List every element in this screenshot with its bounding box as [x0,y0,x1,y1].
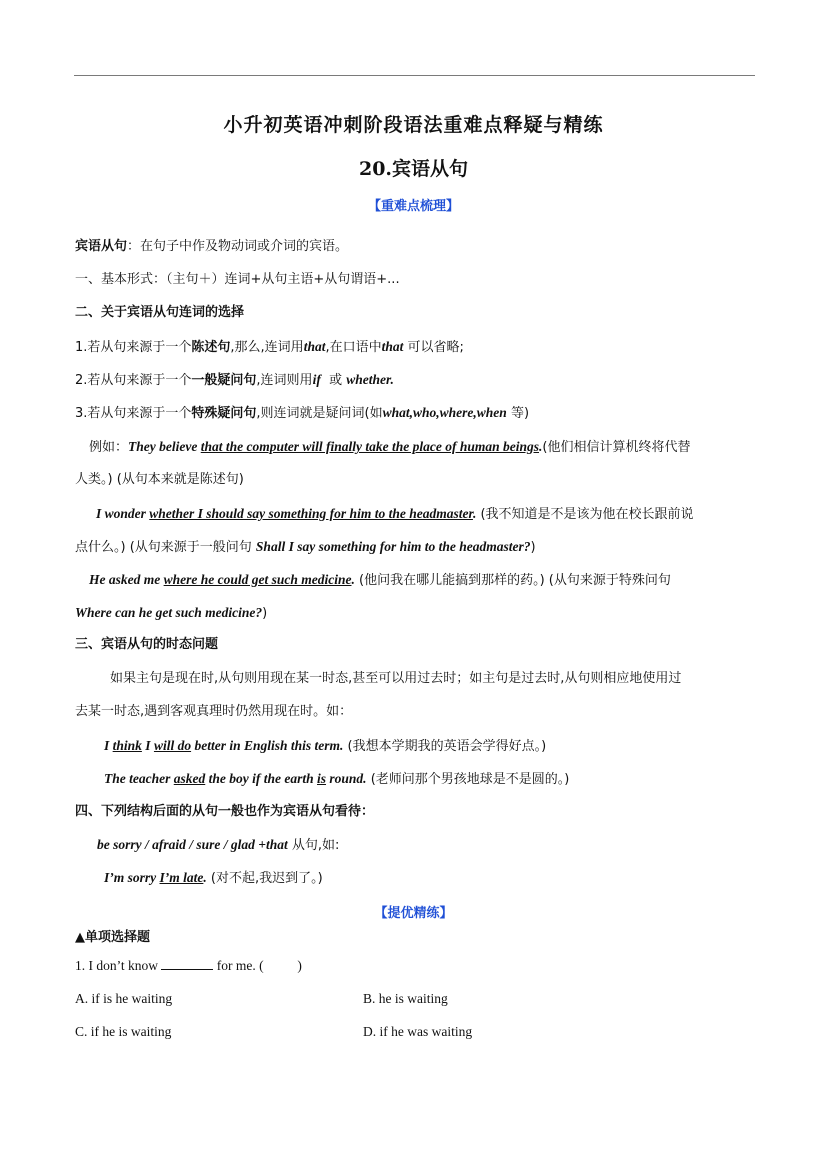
question-1 [75,958,765,974]
question1-stem: 1. I don’t know [75,958,158,973]
header-rule [74,75,755,76]
example-2 [96,506,786,523]
rule1-that2: that [381,339,404,354]
definition-term: 宾语从句 [75,239,128,254]
example3-period: . [351,572,355,587]
example2-note: 点什么。) (从句来源于一般问句 [75,540,252,555]
tense2-is: is [317,771,327,786]
tense2-mid: the boy if the earth [205,771,317,786]
question1-rest: for me. ( [216,958,264,973]
option-c[interactable]: C. if he is waiting [75,1024,172,1039]
example2-source: Shall I say something for him to the headmaster? [255,539,531,554]
rule2-keyword: 一般疑问句 [191,373,257,388]
basic-form-line: 一、基本形式：（主句＋）连词+从句主语+从句谓语+... [75,272,400,287]
example-1-cont: 人类。) (从句本来就是陈述句) [75,472,244,487]
definition-line [75,239,765,255]
tense1-i: I [104,738,113,753]
definition-text: ：在句子中作及物动词或介词的宾语。 [127,239,349,254]
example-3-cont [75,605,765,622]
tense1-i2: I [141,738,154,753]
option-a[interactable]: A. if is he waiting [75,991,173,1006]
document-subtitle: 20.宾语从句 [358,158,469,180]
conjunction-rule-1 [75,339,765,356]
rule1-text: 1.若从句来源于一个 [75,340,192,355]
rule1-keyword: 陈述句 [191,340,231,355]
example1-translation: (他们相信计算机终将代替 [542,440,691,455]
section-practice-label: 【提优精练】 [374,906,453,921]
structure-pattern [97,837,787,854]
rule3-text3: 等) [510,406,530,421]
conjunction-rule-2 [75,372,765,389]
rule2-text2: ,连词则用 [256,373,313,388]
tense2-round: round. [326,771,367,786]
structure-note: 从句,如: [291,838,340,853]
example-3 [89,572,779,589]
example1-period: . [539,439,543,454]
example3-clause: where he could get such medicine [163,572,352,587]
tense1-think: think [112,738,142,753]
option-b[interactable]: B. he is waiting [363,991,448,1006]
conjunction-heading: 二、关于宾语从句连词的选择 [75,305,245,320]
rule2-whether: whether. [346,372,394,387]
tense1-translation: (我想本学期我的英语会学得好点。) [347,739,547,754]
structures-heading: 四、下列结构后面的从句一般也作为宾语从句看待： [75,804,375,819]
tense-paragraph-2: 去某一时态,遇到客观真理时仍然用现在时。如： [75,704,353,719]
rule2-if: if [312,372,321,387]
tense-example-2 [104,771,794,788]
structure-period: . [203,870,207,885]
rule3-text2: ,则连词就是疑问词(如 [256,406,383,421]
question1-blank[interactable] [161,958,213,970]
option-d[interactable]: D. if he was waiting [363,1024,473,1039]
question1-end: ) [297,958,302,973]
example1-prefix: 例如： [89,440,129,455]
example2-end: ) [530,540,536,555]
example1-main: They believe [128,439,201,454]
section-review-label: 【重难点梳理】 [367,199,459,214]
tense2-translation: (老师问那个男孩地球是不是圆的。) [370,772,570,787]
conjunction-rule-3 [75,405,765,422]
practice-heading: ▲单项选择题 [75,930,150,945]
example3-main: He asked me [89,572,164,587]
example-1 [89,439,779,456]
example3-source: Where can he get such medicine? [75,605,263,620]
rule1-text3: ,在口语中 [325,340,382,355]
rule3-words: what,who,where,when [382,405,507,420]
example1-clause: that the computer will finally take the place of human beings [200,439,539,454]
example2-translation: (我不知道是不是该为他在校长跟前说 [480,507,694,522]
structure-late: I’m late [159,870,204,885]
example2-main: I wonder [96,506,150,521]
document-title: 小升初英语冲刺阶段语法重难点释疑与精练 [223,114,604,136]
structure-sorry: I’m sorry [104,870,160,885]
tense-heading: 三、宾语从句的时态问题 [75,637,219,652]
tense-example-1 [104,738,794,755]
example3-translation: (他问我在哪儿能搞到那样的药。) (从句来源于特殊问句 [359,573,671,588]
example2-clause: whether I should say something for him to the headmaster [149,506,473,521]
tense2-teacher: The teacher [104,771,174,786]
rule3-text: 3.若从句来源于一个 [75,406,192,421]
rule1-text4: 可以省略; [407,340,464,355]
example-2-cont [75,539,765,556]
tense1-will-do: will do [153,738,192,753]
tense-paragraph-1: 如果主句是现在时,从句则用现在某一时态,甚至可以用过去时；如主句是过去时,从句则相应地使用过 [110,671,682,686]
rule1-text2: ,那么,连词用 [230,340,304,355]
tense1-rest: better in English this term. [191,738,344,753]
structure-translation: (对不起,我迟到了。) [210,871,323,886]
structure-example [104,870,794,887]
rule3-keyword: 特殊疑问句 [191,406,257,421]
structure-english: be sorry / afraid / sure / glad +that [97,837,288,852]
rule2-or: 或 [329,373,343,388]
tense2-asked: asked [173,771,206,786]
rule1-that: that [303,339,326,354]
rule2-text: 2.若从句来源于一个 [75,373,192,388]
example3-end: ) [262,606,268,621]
example2-period: . [472,506,477,521]
